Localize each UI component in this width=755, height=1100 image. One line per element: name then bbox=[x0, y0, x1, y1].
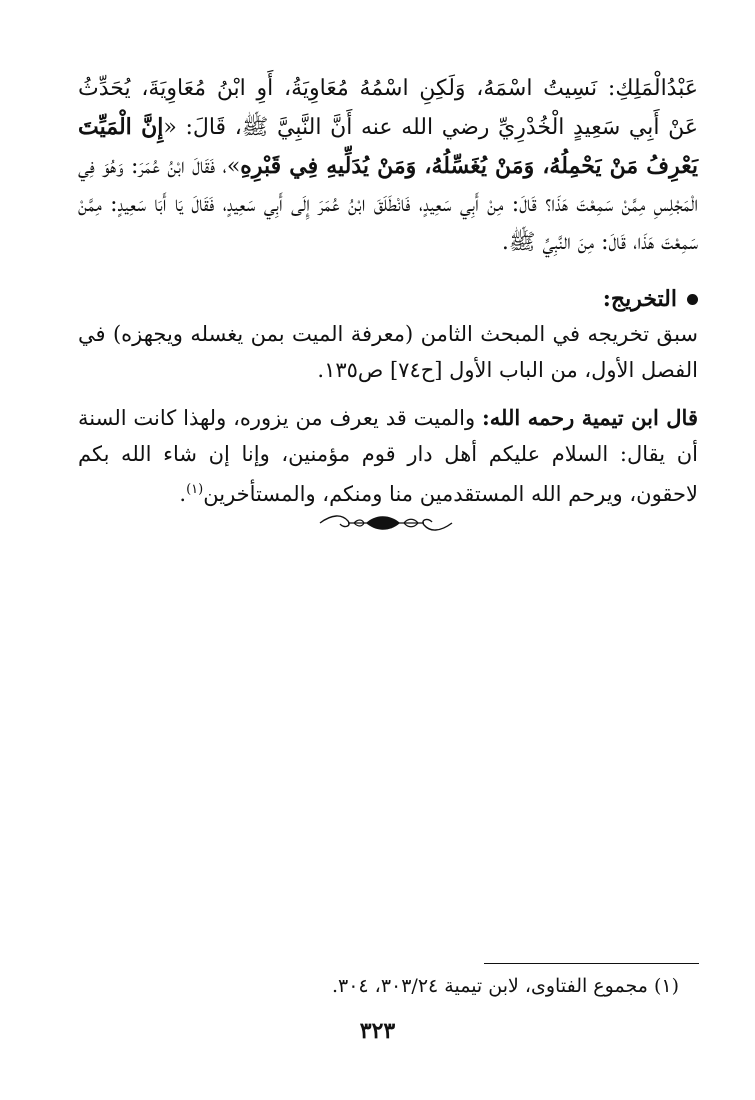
hadith-text: عَبْدُالْمَلِكِ: نَسِيتُ اسْمَهُ، وَلَكِنِ اسْمُهُ مُعَاوِيَةُ، أَوِ ابْنُ مُعَاوِيَةَ، يُحَدِّثُ عَنْ أَبِي سَعِيدٍ الْخُدْرِيِّ رضي الله عنه أَنَّ النَّبِيَّ ﷺ، قَالَ: « bbox=[78, 76, 699, 140]
quote-lead: قال ابن تيمية رحمه الله: bbox=[482, 405, 698, 430]
hadith-paragraph bbox=[78, 70, 698, 262]
takhrij-heading-label: التخريج: bbox=[602, 286, 677, 312]
page-body bbox=[78, 70, 698, 533]
footnote bbox=[332, 972, 679, 1000]
bullet-icon bbox=[687, 294, 698, 305]
quote-end: . bbox=[179, 482, 187, 506]
ornament-divider-icon bbox=[318, 510, 454, 536]
footnote-reference: (١) bbox=[186, 482, 204, 497]
footnote-marker: (١) bbox=[653, 975, 679, 997]
quote-text: والميت قد يعرف من يزوره، ولهذا كانت السنة أن يقال: السلام عليكم أهل دار قوم مؤمنين، وإنا إن شاء الله بكم لاحقون، ويرحم الله المستقدمين منا ومنكم، والمستأخرين bbox=[78, 406, 698, 506]
takhrij-heading bbox=[78, 286, 698, 312]
ibn-taymiyyah-quote bbox=[78, 400, 698, 512]
page-number: ٣٢٣ bbox=[359, 1018, 396, 1044]
hadith-text-rest: »، فَقَالَ ابْنُ عُمَرَ: وَهُوَ فِي الْمَجْلِسِ مِمَّنْ سَمِعْتَ هَذَا؟ قَالَ: مِنْ أَبِي سَعِيدٍ، فَانْطَلَقَ ابْنُ عُمَرَ إِلَى أَبِي سَعِيدٍ، فَقَالَ يَا أَبَا سَعِيدٍ: مِمَّنْ سَمِعْتَ هَذَا، قَالَ: مِنَ النَّبِيِّ ﷺ. bbox=[78, 154, 698, 255]
hadith-bold-text: إِنَّ الْمَيِّتَ يَعْرِفُ مَنْ يَحْمِلُهُ، وَمَنْ يُغَسِّلُهُ، وَمَنْ يُدَلِّيهِ فِي قَبْرِهِ bbox=[78, 114, 698, 179]
footnote-divider bbox=[484, 963, 699, 964]
takhrij-text: سبق تخريجه في المبحث الثامن (معرفة الميت بمن يغسله ويجهزه) في الفصل الأول، من الباب الأول [ح٧٤] ص١٣٥. bbox=[78, 322, 698, 382]
footnote-text: مجموع الفتاوى، لابن تيمية ٣٠٣/٢٤، ٣٠٤. bbox=[331, 975, 648, 997]
